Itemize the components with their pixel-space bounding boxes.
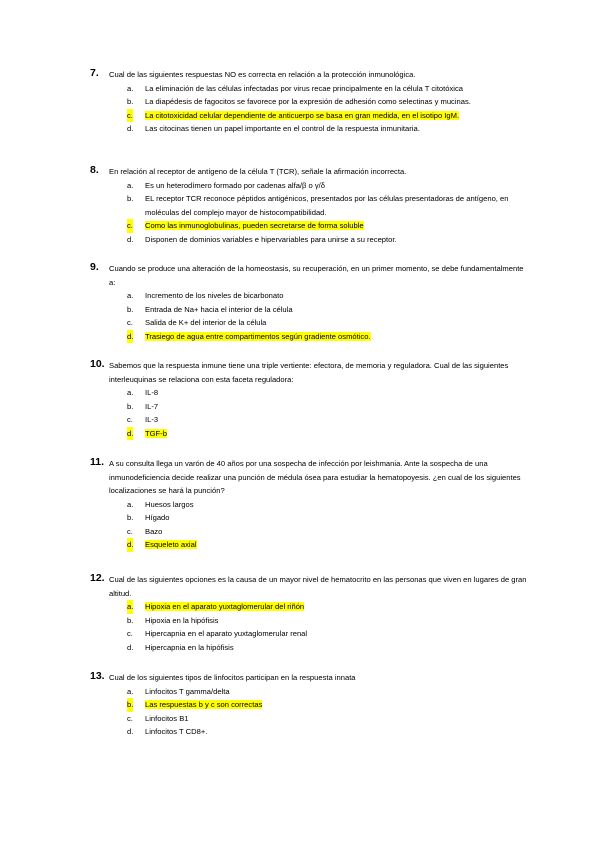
option-c (90, 316, 530, 330)
option-letter: d. (127, 234, 134, 244)
option-letter: b. (127, 401, 134, 411)
option-letter: d. (127, 427, 133, 441)
option-text: Hipercapnia en la hipófisis (145, 642, 234, 652)
option-text: Linfocitos B1 (145, 713, 189, 723)
option-a (90, 600, 530, 614)
option-text: Linfocitos T CD8+. (145, 727, 208, 736)
question-number: 8. (90, 164, 99, 176)
option-letter: a. (127, 600, 133, 614)
option-letter: a. (127, 499, 134, 509)
option-d (90, 538, 530, 552)
option-text: IL-7 (145, 401, 159, 411)
option-text-highlighted: La citotoxicidad celular dependiente de anticuerpo se basa en gran medida, en el isotipo IgM. (145, 110, 460, 120)
option-d (90, 427, 530, 441)
option-letter: c. (127, 713, 133, 723)
option-a (90, 685, 530, 699)
question-10 (90, 359, 530, 440)
option-c (90, 712, 530, 726)
option-text: Hipoxia en la hipófisis (145, 615, 219, 625)
option-letter: d. (127, 642, 134, 652)
option-d (90, 725, 530, 739)
option-letter: b. (127, 615, 134, 625)
option-text: La diapédesis de fagocitos se favorece por la expresión de adhesión como selectinas y mucinas. (145, 97, 471, 106)
option-letter: d. (127, 124, 134, 133)
option-letter: c. (127, 219, 133, 233)
option-letter: b. (127, 304, 134, 314)
question-text: Cual de las siguientes opciones es la causa de un mayor nivel de hematocrito en las personas que viven en lugares de gran altitud. (109, 575, 527, 598)
option-c (90, 413, 530, 427)
question-text: Cuando se produce una alteración de la homeostasis, su recuperación, en un primer momento, se debe fundamentalmente a: (109, 264, 524, 287)
option-a (90, 82, 530, 96)
question-8 (90, 165, 530, 246)
option-text: Hipercapnia en el aparato yuxtaglomerular renal (145, 629, 308, 638)
question-text: Cual de los siguientes tipos de linfocitos participan en la respuesta innata (109, 673, 356, 682)
option-letter: a. (127, 291, 134, 300)
option-text: Huesos largos (145, 499, 194, 509)
option-text: Entrada de Na+ hacia el interior de la célula (145, 304, 293, 314)
option-c (90, 109, 530, 123)
option-text-highlighted: Como las inmunoglobulinas, pueden secretarse de forma soluble (145, 221, 364, 230)
option-letter: d. (127, 330, 133, 344)
question-text: Sabemos que la respuesta inmune tiene una triple vertiente: efectora, de memoria y reguladora. Cual de las siguientes interleuquinas se relaciona con esta faceta reguladora: (109, 361, 509, 384)
question-text: Cual de las siguientes respuestas NO es correcta en relación a la protección inmunológica. (109, 70, 416, 79)
option-letter: d. (127, 727, 134, 736)
option-letter: b. (127, 97, 134, 106)
option-text-highlighted: Esqueleto axial (145, 540, 197, 549)
question-number: 12. (90, 572, 105, 584)
option-text: Linfocitos T gamma/delta (145, 686, 230, 696)
question-number: 9. (90, 261, 99, 273)
option-text: Disponen de dominios variables e hipervariables para unirse a su receptor. (145, 234, 397, 244)
option-letter: c. (127, 318, 133, 327)
option-letter: d. (127, 538, 133, 552)
option-c (90, 219, 530, 233)
option-letter: b. (127, 194, 134, 203)
option-a (90, 498, 530, 512)
option-text: IL-3 (145, 415, 159, 424)
question-9 (90, 262, 530, 343)
option-b (90, 95, 530, 109)
option-text-highlighted: Trasiego de agua entre compartimentos según gradiente osmótico. (145, 331, 371, 341)
option-c (90, 627, 530, 641)
option-text: Las citocinas tienen un papel importante en el control de la respuesta inmunitaria. (145, 124, 420, 133)
option-b (90, 400, 530, 414)
question-number: 13. (90, 670, 105, 682)
question-13 (90, 671, 530, 739)
option-letter: c. (127, 415, 133, 424)
question-number: 7. (90, 67, 99, 79)
option-letter: c. (127, 526, 133, 536)
option-text-highlighted: TGF-b (145, 428, 167, 438)
question-7 (90, 68, 530, 136)
option-letter: a. (127, 686, 134, 696)
question-text: A su consulta llega un varón de 40 años por una sospecha de infección por leishmania. Ante la sospecha de una inmunodeficiencia decide realizar una punción de médula ósea para estudiar la hematopoyesis. ¿en cual de los siguientes localizaciones se hará la punción? (109, 459, 521, 495)
option-d (90, 330, 530, 344)
question-12 (90, 573, 530, 654)
option-letter: c. (127, 629, 133, 638)
option-text: La eliminación de las células infectadas por virus recae principalmente en la célula T citotóxica (145, 83, 463, 93)
option-letter: b. (127, 513, 134, 522)
option-d (90, 641, 530, 655)
option-text: Salida de K+ del interior de la célula (145, 318, 267, 327)
option-text: Incremento de los niveles de bicarbonato (145, 291, 284, 300)
option-text: Bazo (145, 526, 163, 536)
option-b (90, 303, 530, 317)
option-text: EL receptor TCR reconoce péptidos antigénicos, presentados por las células presentadoras de antígeno, en moléculas del complejo mayor de histocompatibilidad. (145, 194, 509, 217)
question-number: 11. (90, 456, 105, 468)
option-letter: a. (127, 180, 134, 190)
option-a (90, 179, 530, 193)
option-a (90, 289, 530, 303)
option-b (90, 511, 530, 525)
question-11 (90, 457, 530, 552)
option-letter: c. (127, 109, 133, 123)
option-text-highlighted: Las respuestas b y c son correctas (145, 700, 263, 709)
option-d (90, 122, 530, 136)
option-letter: a. (127, 388, 134, 397)
option-text: IL-8 (145, 388, 159, 397)
option-letter: b. (127, 698, 133, 712)
option-b (90, 698, 530, 712)
option-a (90, 386, 530, 400)
option-b (90, 192, 530, 219)
option-c (90, 525, 530, 539)
option-text: Es un heterodímero formado por cadenas alfa/β o γ/δ (145, 180, 325, 190)
question-text: En relación al receptor de antígeno de la célula T (TCR), señale la afirmación incorrecta. (109, 167, 407, 176)
option-letter: a. (127, 83, 134, 93)
option-text: Hígado (145, 513, 170, 522)
option-b (90, 614, 530, 628)
option-d (90, 233, 530, 247)
question-number: 10. (90, 358, 105, 370)
option-text-highlighted: Hipoxia en el aparato yuxtaglomerular del riñón (145, 602, 305, 611)
